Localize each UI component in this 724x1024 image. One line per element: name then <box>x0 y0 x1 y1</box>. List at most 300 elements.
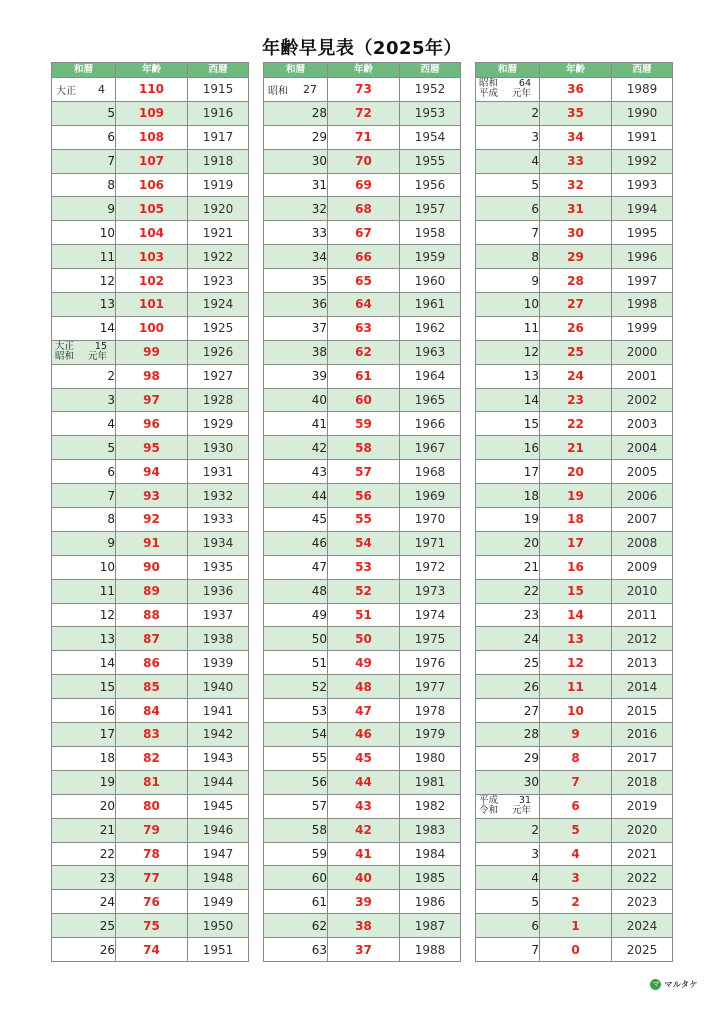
seireki-cell: 1948 <box>188 866 249 890</box>
wareki-cell: 59 <box>264 842 328 866</box>
age-table-column-1 <box>51 62 249 962</box>
era-name: 大正 <box>56 85 76 97</box>
table-row <box>52 914 249 938</box>
wareki-cell: 53 <box>264 699 328 723</box>
wareki-cell: 18 <box>476 484 540 508</box>
wareki-cell: 12 <box>52 269 116 293</box>
age-cell: 4 <box>540 842 612 866</box>
table-row <box>476 794 673 818</box>
table-row <box>52 603 249 627</box>
age-cell: 31 <box>540 197 612 221</box>
table-row <box>476 627 673 651</box>
age-cell: 68 <box>328 197 400 221</box>
table-row <box>52 699 249 723</box>
age-cell: 56 <box>328 484 400 508</box>
age-cell: 12 <box>540 651 612 675</box>
seireki-cell: 1979 <box>400 723 461 747</box>
age-cell: 60 <box>328 388 400 412</box>
wareki-cell: 7 <box>52 484 116 508</box>
age-cell: 14 <box>540 603 612 627</box>
header-wareki: 和暦 <box>264 63 328 78</box>
seireki-cell: 1955 <box>400 149 461 173</box>
era-year: 31 <box>518 795 531 807</box>
seireki-cell: 1977 <box>400 675 461 699</box>
wareki-cell: 29 <box>264 125 328 149</box>
era-line <box>479 806 531 816</box>
wareki-cell: 48 <box>264 579 328 603</box>
seireki-cell: 2008 <box>612 531 673 555</box>
era-name: 昭和 <box>268 85 288 97</box>
wareki-cell: 7 <box>476 221 540 245</box>
wareki-cell: 25 <box>476 651 540 675</box>
table-row <box>264 794 461 818</box>
seireki-cell: 2025 <box>612 938 673 962</box>
wareki-cell: 19 <box>476 508 540 532</box>
table-row <box>476 555 673 579</box>
table-row <box>264 531 461 555</box>
table-row <box>476 173 673 197</box>
seireki-cell: 1952 <box>400 78 461 102</box>
seireki-cell: 2000 <box>612 340 673 364</box>
age-cell: 41 <box>328 842 400 866</box>
age-cell: 7 <box>540 770 612 794</box>
age-cell: 13 <box>540 627 612 651</box>
table-row <box>476 101 673 125</box>
era-start <box>264 82 327 97</box>
era-year: 15 <box>94 341 107 353</box>
table-row <box>476 78 673 102</box>
table-row <box>264 340 461 364</box>
seireki-cell: 1995 <box>612 221 673 245</box>
seireki-cell: 1928 <box>188 388 249 412</box>
seireki-cell: 1986 <box>400 890 461 914</box>
table-header-row <box>52 63 249 78</box>
wareki-cell: 52 <box>264 675 328 699</box>
seireki-cell: 1939 <box>188 651 249 675</box>
wareki-cell: 34 <box>264 245 328 269</box>
table-row <box>476 269 673 293</box>
age-cell: 86 <box>116 651 188 675</box>
table-row <box>264 770 461 794</box>
seireki-cell: 2013 <box>612 651 673 675</box>
seireki-cell: 1933 <box>188 508 249 532</box>
seireki-cell: 1996 <box>612 245 673 269</box>
age-cell: 90 <box>116 555 188 579</box>
wareki-cell: 46 <box>264 531 328 555</box>
seireki-cell: 1957 <box>400 197 461 221</box>
seireki-cell: 1983 <box>400 818 461 842</box>
wareki-cell: 24 <box>52 890 116 914</box>
seireki-cell: 1967 <box>400 436 461 460</box>
age-cell: 9 <box>540 723 612 747</box>
age-cell: 85 <box>116 675 188 699</box>
seireki-cell: 1976 <box>400 651 461 675</box>
wareki-cell: 3 <box>476 842 540 866</box>
wareki-cell: 12 <box>52 603 116 627</box>
wareki-cell: 5 <box>52 101 116 125</box>
wareki-cell: 29 <box>476 746 540 770</box>
seireki-cell: 1980 <box>400 746 461 770</box>
wareki-cell: 43 <box>264 460 328 484</box>
seireki-cell: 1960 <box>400 269 461 293</box>
age-cell: 32 <box>540 173 612 197</box>
era-name: 平成 <box>479 795 499 807</box>
table-row <box>52 245 249 269</box>
wareki-cell <box>264 78 328 102</box>
wareki-cell: 12 <box>476 340 540 364</box>
wareki-cell: 45 <box>264 508 328 532</box>
age-cell: 97 <box>116 388 188 412</box>
age-cell: 16 <box>540 555 612 579</box>
table-row <box>264 125 461 149</box>
seireki-cell: 1978 <box>400 699 461 723</box>
age-cell: 46 <box>328 723 400 747</box>
age-cell: 17 <box>540 531 612 555</box>
table-row <box>52 531 249 555</box>
seireki-cell: 1935 <box>188 555 249 579</box>
seireki-cell: 1945 <box>188 794 249 818</box>
age-cell: 33 <box>540 149 612 173</box>
age-cell: 21 <box>540 436 612 460</box>
wareki-cell: 9 <box>52 197 116 221</box>
table-row <box>264 555 461 579</box>
seireki-cell: 2004 <box>612 436 673 460</box>
wareki-cell: 54 <box>264 723 328 747</box>
age-cell: 83 <box>116 723 188 747</box>
seireki-cell: 1961 <box>400 293 461 317</box>
seireki-cell: 1992 <box>612 149 673 173</box>
wareki-cell: 49 <box>264 603 328 627</box>
seireki-cell: 1937 <box>188 603 249 627</box>
age-cell: 26 <box>540 316 612 340</box>
seireki-cell: 1929 <box>188 412 249 436</box>
seireki-cell: 1917 <box>188 125 249 149</box>
table-row <box>52 221 249 245</box>
table-row <box>52 388 249 412</box>
seireki-cell: 1925 <box>188 316 249 340</box>
seireki-cell: 1926 <box>188 340 249 364</box>
seireki-cell: 2009 <box>612 555 673 579</box>
seireki-cell: 1932 <box>188 484 249 508</box>
era-name: 大正 <box>55 341 75 353</box>
header-age: 年齢 <box>116 63 188 78</box>
age-cell: 98 <box>116 364 188 388</box>
age-cell: 30 <box>540 221 612 245</box>
seireki-cell: 1946 <box>188 818 249 842</box>
seireki-cell: 2002 <box>612 388 673 412</box>
seireki-cell: 1994 <box>612 197 673 221</box>
age-cell: 3 <box>540 866 612 890</box>
wareki-cell: 36 <box>264 293 328 317</box>
seireki-cell: 2003 <box>612 412 673 436</box>
wareki-cell: 58 <box>264 818 328 842</box>
age-cell: 109 <box>116 101 188 125</box>
wareki-cell: 3 <box>476 125 540 149</box>
age-cell: 18 <box>540 508 612 532</box>
header-seireki: 西暦 <box>188 63 249 78</box>
wareki-cell: 56 <box>264 770 328 794</box>
seireki-cell: 2001 <box>612 364 673 388</box>
age-cell: 50 <box>328 627 400 651</box>
age-cell: 54 <box>328 531 400 555</box>
age-cell: 36 <box>540 78 612 102</box>
age-cell: 2 <box>540 890 612 914</box>
table-row <box>264 412 461 436</box>
table-row <box>52 770 249 794</box>
seireki-cell: 1924 <box>188 293 249 317</box>
wareki-cell: 6 <box>476 197 540 221</box>
age-cell: 49 <box>328 651 400 675</box>
age-cell: 45 <box>328 746 400 770</box>
seireki-cell: 1919 <box>188 173 249 197</box>
age-cell: 92 <box>116 508 188 532</box>
wareki-cell: 50 <box>264 627 328 651</box>
seireki-cell: 1916 <box>188 101 249 125</box>
table-row <box>52 794 249 818</box>
age-cell: 75 <box>116 914 188 938</box>
table-header-row <box>264 63 461 78</box>
wareki-cell: 60 <box>264 866 328 890</box>
wareki-cell: 5 <box>476 173 540 197</box>
seireki-cell: 1922 <box>188 245 249 269</box>
table-row <box>476 579 673 603</box>
age-cell: 15 <box>540 579 612 603</box>
era-name: 令和 <box>479 805 499 817</box>
wareki-cell: 26 <box>476 675 540 699</box>
table-row <box>476 293 673 317</box>
seireki-cell: 1991 <box>612 125 673 149</box>
age-cell: 70 <box>328 149 400 173</box>
wareki-cell: 28 <box>264 101 328 125</box>
table-row <box>476 603 673 627</box>
seireki-cell: 1974 <box>400 603 461 627</box>
seireki-cell: 1972 <box>400 555 461 579</box>
seireki-cell: 1944 <box>188 770 249 794</box>
seireki-cell: 1963 <box>400 340 461 364</box>
seireki-cell: 2016 <box>612 723 673 747</box>
age-cell: 76 <box>116 890 188 914</box>
wareki-cell <box>52 78 116 102</box>
seireki-cell: 2014 <box>612 675 673 699</box>
seireki-cell: 2019 <box>612 794 673 818</box>
age-cell: 52 <box>328 579 400 603</box>
age-table-column-2 <box>263 62 461 962</box>
age-cell: 82 <box>116 746 188 770</box>
table-row <box>264 460 461 484</box>
table-row <box>476 770 673 794</box>
wareki-cell: 4 <box>476 149 540 173</box>
age-cell: 65 <box>328 269 400 293</box>
wareki-cell: 6 <box>476 914 540 938</box>
age-cell: 55 <box>328 508 400 532</box>
table-row <box>264 197 461 221</box>
seireki-cell: 1989 <box>612 78 673 102</box>
wareki-cell: 26 <box>52 938 116 962</box>
seireki-cell: 1934 <box>188 531 249 555</box>
age-cell: 37 <box>328 938 400 962</box>
table-row <box>52 412 249 436</box>
seireki-cell: 2006 <box>612 484 673 508</box>
wareki-cell <box>476 78 540 102</box>
wareki-cell: 13 <box>52 293 116 317</box>
seireki-cell: 1975 <box>400 627 461 651</box>
wareki-cell: 17 <box>476 460 540 484</box>
wareki-cell: 31 <box>264 173 328 197</box>
age-cell: 6 <box>540 794 612 818</box>
table-row <box>476 866 673 890</box>
seireki-cell: 1947 <box>188 842 249 866</box>
header-age: 年齢 <box>328 63 400 78</box>
era-name: 昭和 <box>55 351 75 363</box>
era-name: 昭和 <box>479 78 499 90</box>
seireki-cell: 1940 <box>188 675 249 699</box>
age-cell: 104 <box>116 221 188 245</box>
table-row <box>52 651 249 675</box>
wareki-cell: 35 <box>264 269 328 293</box>
seireki-cell: 1920 <box>188 197 249 221</box>
wareki-cell: 13 <box>476 364 540 388</box>
age-cell: 67 <box>328 221 400 245</box>
age-cell: 47 <box>328 699 400 723</box>
table-row <box>264 269 461 293</box>
table-row <box>52 627 249 651</box>
seireki-cell: 1951 <box>188 938 249 962</box>
table-row <box>476 842 673 866</box>
table-row <box>264 866 461 890</box>
age-cell: 8 <box>540 746 612 770</box>
table-row <box>476 245 673 269</box>
age-cell: 57 <box>328 460 400 484</box>
table-row <box>52 938 249 962</box>
era-year: 27 <box>303 82 317 96</box>
age-cell: 91 <box>116 531 188 555</box>
age-cell: 38 <box>328 914 400 938</box>
header-age: 年齢 <box>540 63 612 78</box>
age-cell: 95 <box>116 436 188 460</box>
seireki-cell: 1988 <box>400 938 461 962</box>
table-row <box>52 269 249 293</box>
table-row <box>52 197 249 221</box>
wareki-cell: 21 <box>52 818 116 842</box>
age-cell: 103 <box>116 245 188 269</box>
seireki-cell: 1962 <box>400 316 461 340</box>
seireki-cell: 1923 <box>188 269 249 293</box>
table-row <box>476 890 673 914</box>
seireki-cell: 1999 <box>612 316 673 340</box>
seireki-cell: 2011 <box>612 603 673 627</box>
table-row <box>52 78 249 102</box>
table-row <box>476 723 673 747</box>
age-cell: 106 <box>116 173 188 197</box>
table-row <box>264 818 461 842</box>
age-cell: 94 <box>116 460 188 484</box>
wareki-cell: 3 <box>52 388 116 412</box>
age-cell: 53 <box>328 555 400 579</box>
seireki-cell: 1998 <box>612 293 673 317</box>
wareki-cell: 8 <box>476 245 540 269</box>
age-cell: 48 <box>328 675 400 699</box>
age-cell: 59 <box>328 412 400 436</box>
table-row <box>476 818 673 842</box>
seireki-cell: 1993 <box>612 173 673 197</box>
wareki-cell: 23 <box>52 866 116 890</box>
wareki-cell: 11 <box>52 579 116 603</box>
wareki-cell: 7 <box>52 149 116 173</box>
era-line <box>55 352 107 362</box>
table-row <box>476 460 673 484</box>
era-year: 64 <box>518 78 531 90</box>
table-row <box>264 78 461 102</box>
table-row <box>476 914 673 938</box>
table-row <box>52 890 249 914</box>
seireki-cell: 1927 <box>188 364 249 388</box>
seireki-cell: 2010 <box>612 579 673 603</box>
maruta-logo-icon: マ <box>652 980 660 988</box>
seireki-cell: 2017 <box>612 746 673 770</box>
seireki-cell: 1966 <box>400 412 461 436</box>
table-row <box>264 842 461 866</box>
table-row <box>264 699 461 723</box>
wareki-cell: 40 <box>264 388 328 412</box>
table-row <box>476 675 673 699</box>
table-row <box>52 364 249 388</box>
seireki-cell: 1982 <box>400 794 461 818</box>
wareki-cell: 9 <box>476 269 540 293</box>
table-row <box>264 938 461 962</box>
seireki-cell: 1958 <box>400 221 461 245</box>
age-cell: 80 <box>116 794 188 818</box>
table-row <box>52 866 249 890</box>
wareki-cell: 6 <box>52 460 116 484</box>
seireki-cell: 1959 <box>400 245 461 269</box>
age-cell: 99 <box>116 340 188 364</box>
wareki-cell <box>476 794 540 818</box>
age-cell: 25 <box>540 340 612 364</box>
age-cell: 107 <box>116 149 188 173</box>
table-row <box>52 579 249 603</box>
wareki-cell: 15 <box>476 412 540 436</box>
age-cell: 58 <box>328 436 400 460</box>
wareki-cell: 25 <box>52 914 116 938</box>
wareki-cell: 2 <box>476 101 540 125</box>
table-row <box>52 508 249 532</box>
wareki-cell: 32 <box>264 197 328 221</box>
seireki-cell: 1949 <box>188 890 249 914</box>
table-row <box>476 340 673 364</box>
age-cell: 10 <box>540 699 612 723</box>
table-row <box>476 412 673 436</box>
table-row <box>52 293 249 317</box>
age-cell: 43 <box>328 794 400 818</box>
table-row <box>264 746 461 770</box>
wareki-cell: 15 <box>52 675 116 699</box>
table-row <box>264 603 461 627</box>
seireki-cell: 2015 <box>612 699 673 723</box>
wareki-cell <box>52 340 116 364</box>
wareki-cell: 30 <box>476 770 540 794</box>
age-cell: 84 <box>116 699 188 723</box>
wareki-cell: 37 <box>264 316 328 340</box>
wareki-cell: 23 <box>476 603 540 627</box>
seireki-cell: 1971 <box>400 531 461 555</box>
seireki-cell: 1965 <box>400 388 461 412</box>
seireki-cell: 2012 <box>612 627 673 651</box>
era-name: 平成 <box>479 88 499 100</box>
age-cell: 23 <box>540 388 612 412</box>
table-row <box>476 436 673 460</box>
table-row <box>264 579 461 603</box>
header-seireki: 西暦 <box>612 63 673 78</box>
